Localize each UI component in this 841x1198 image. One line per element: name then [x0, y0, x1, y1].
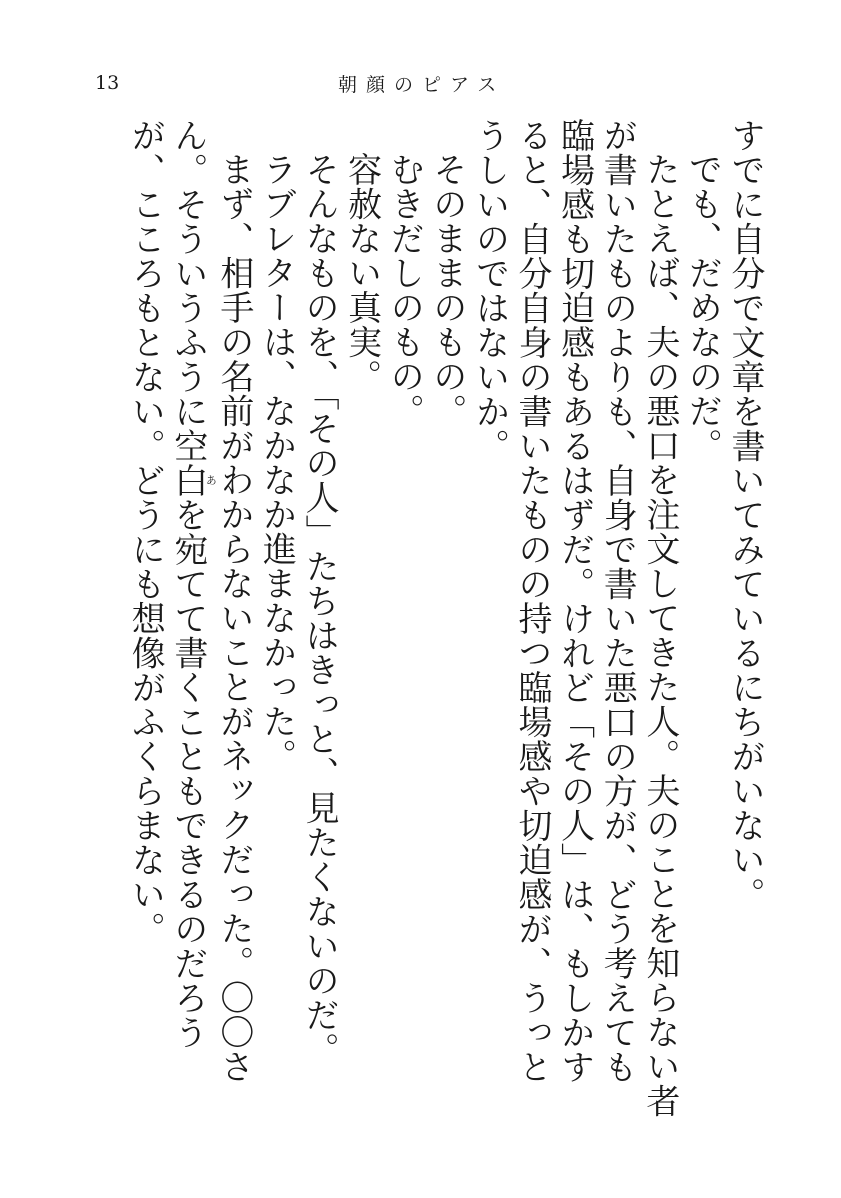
paragraph [124, 118, 255, 1118]
paragraph: でも、だめなのだ。 [682, 152, 723, 463]
paragraph: 容赦ない真実。 [341, 152, 382, 394]
running-title: 朝顔のピアス [338, 74, 506, 96]
paragraph: すでに自分で文章を書いてみているにちがいない。 [725, 118, 765, 912]
body-text [66, 118, 766, 1118]
paragraph: そんなものを、「その人」たちはきっと、見たくないのだ。 [299, 152, 340, 1067]
ruby-annotation [167, 463, 218, 498]
text-run: を宛てて書くこともできるのだろうが、こころもとない。どうにも想像がふくらまない。 [125, 118, 208, 1050]
text-run: まず、相手の名前がわからないことがネックだった。〇〇さん。そういうふうに空 [167, 118, 254, 1084]
paragraph: ラブレターは、なかなか進まなかった。 [256, 152, 297, 773]
page-number: 13 [95, 72, 120, 94]
ruby-reading: あ [204, 463, 218, 498]
ruby-base: 白 [167, 463, 208, 498]
paragraph: むきだしのもの。 [384, 152, 425, 428]
paragraph: そのままのもの。 [426, 152, 467, 428]
paragraph: たとえば、夫の悪口を注文してきた人。夫のことを知らない者が書いたものよりも、自身で書いた悪口の方が、どう考えても臨場感も切迫感もあるはずだ。けれど「その人」は、もしかすると、自分自身の書いたものの持つ臨場感や切迫感が、うっとうしいのではないか。 [469, 118, 680, 1118]
